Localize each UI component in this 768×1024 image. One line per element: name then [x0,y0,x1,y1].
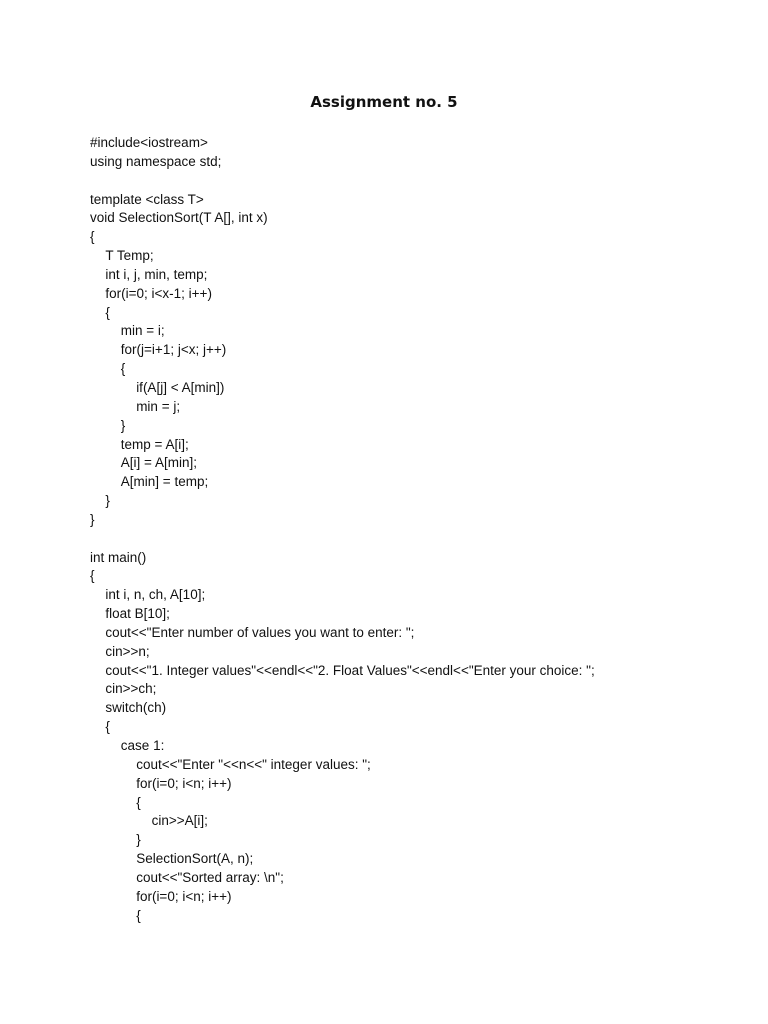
code-line: void SelectionSort(T A[], int x) [90,210,268,226]
code-line: for(i=0; i<x-1; i++) [105,285,212,301]
code-line: T Temp; [105,248,154,264]
code-line: cout<<"Enter "<<n<<" integer values: "; [136,756,371,772]
code-line: #include<iostream> [90,135,208,150]
code-line: int main() [90,549,147,565]
code-line: int i, j, min, temp; [105,266,208,282]
code-line: temp = A[i]; [120,436,189,452]
code-line: } [105,493,110,509]
code-line: { [120,361,126,377]
code-line: case 1: [120,738,165,753]
code-line [90,172,750,191]
code-line: using namespace std; [90,153,222,169]
code-line: { [136,907,141,923]
code-line: for(i=0; i<n; i++) [136,888,232,904]
code-line: for(j=i+1; j<x; j++) [120,342,227,358]
code-line: } [120,417,126,433]
code-line: { [90,229,95,245]
code-line: cin>>A[i]; [151,813,208,829]
code-line: A[min] = temp; [120,474,209,490]
code-line: } [136,832,141,848]
code-line: A[i] = A[min]; [120,455,197,471]
code-line: if(A[j] < A[min]) [136,379,225,395]
code-line: cin>>n; [105,643,150,659]
code-line: float B[10]; [105,606,170,622]
code-line: { [136,794,141,810]
code-line: SelectionSort(A, n); [136,851,254,867]
code-line: { [105,719,110,735]
code-line: cout<<"Enter number of values you want to enter: "; [105,624,415,640]
code-line: int i, n, ch, A[10]; [105,587,206,603]
code-line: switch(ch) [105,700,167,716]
code-line: { [90,568,95,584]
code-line: for(i=0; i<n; i++) [136,775,232,791]
code-line: cout<<"Sorted array: \n"; [136,869,284,885]
code-line: cin>>ch; [105,681,157,697]
page-title: Assignment no. 5 [310,93,458,111]
code-line: template <class T> [90,191,204,207]
code-listing [90,134,750,925]
code-line: min = j; [136,398,181,414]
code-line: min = i; [120,323,165,339]
code-line [90,530,750,549]
code-line: } [90,511,95,527]
code-line: { [105,304,110,320]
code-line: cout<<"1. Integer values"<<endl<<"2. Float Values"<<endl<<"Enter your choice: "; [105,662,595,678]
